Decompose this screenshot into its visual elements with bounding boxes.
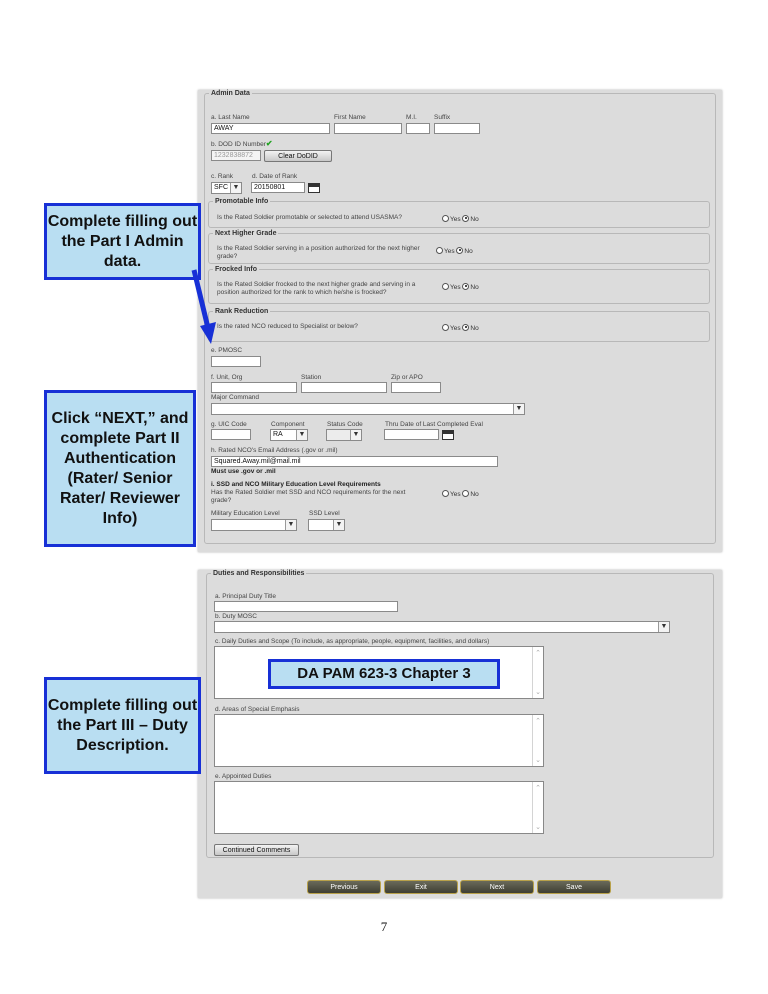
next-higher-yes-label: Yes: [444, 248, 455, 255]
status-code-label: Status Code: [327, 421, 363, 428]
frocked-legend: Frocked Info: [215, 266, 258, 273]
next-button[interactable]: Next: [460, 880, 534, 894]
callout-part2-text: Click “NEXT,” and complete Part II Authentication (Rater/ Senior Rater/ Reviewer Info): [51, 409, 189, 527]
ssd-yes-label: Yes: [450, 491, 461, 498]
rank-reduction-question: Is the rated NCO reduced to Specialist or below?: [217, 323, 358, 330]
admin-data-panel: [198, 90, 722, 552]
ssd-level-label: SSD Level: [309, 510, 340, 517]
promotable-no-radio[interactable]: [462, 215, 469, 222]
zip-input[interactable]: [391, 382, 441, 393]
calendar-icon[interactable]: [442, 430, 454, 440]
zip-label: Zip or APO: [391, 374, 423, 381]
pmosc-input[interactable]: [211, 356, 261, 367]
rank-reduction-yes-radio[interactable]: [442, 324, 449, 331]
da-pam-overlay-label: DA PAM 623-3 Chapter 3: [268, 659, 500, 689]
chevron-down-icon: ▼: [296, 430, 307, 440]
chevron-down-icon: ▼: [285, 520, 296, 530]
callout-part3-text: Complete filling out the Part III – Duty Description.: [47, 696, 198, 754]
scrollbar[interactable]: ⌃ ⌄: [532, 647, 543, 698]
component-value: RA: [273, 431, 283, 438]
clear-dodid-button[interactable]: Clear DoDID: [264, 150, 332, 162]
next-higher-no-radio[interactable]: [456, 247, 463, 254]
continued-comments-button[interactable]: Continued Comments: [214, 844, 299, 856]
major-command-select[interactable]: [211, 403, 525, 415]
duties-panel: [198, 570, 722, 898]
email-label: h. Rated NCO's Email Address (.gov or .mil): [211, 447, 338, 454]
date-of-rank-input[interactable]: 20150801: [251, 182, 305, 193]
email-input[interactable]: Squared.Away.mil@mail.mil: [211, 456, 498, 467]
frocked-yes-label: Yes: [450, 284, 461, 291]
mel-select[interactable]: [211, 519, 297, 531]
chevron-down-icon: ▼: [513, 404, 524, 414]
promotable-yes-label: Yes: [450, 216, 461, 223]
promotable-question: Is the Rated Soldier promotable or selected to attend USASMA?: [217, 214, 402, 221]
dodid-label: [211, 140, 273, 149]
email-note: Must use .gov or .mil: [211, 468, 276, 475]
unit-label: f. Unit, Org: [211, 374, 243, 381]
page-number: 7: [380, 919, 388, 934]
unit-input[interactable]: [211, 382, 297, 393]
save-button[interactable]: Save: [537, 880, 611, 894]
uic-label: g. UIC Code: [211, 421, 247, 428]
next-higher-legend: Next Higher Grade: [215, 230, 277, 237]
ssd-radios: [442, 490, 479, 499]
promotable-no-label: No: [470, 216, 479, 223]
next-higher-no-label: No: [464, 248, 473, 255]
station-input[interactable]: [301, 382, 387, 393]
status-code-select[interactable]: [326, 429, 362, 441]
chevron-down-icon: ▼: [333, 520, 344, 530]
promotable-radios: [442, 215, 479, 224]
principal-duty-input[interactable]: [214, 601, 398, 612]
scrollbar[interactable]: ⌃ ⌄: [532, 782, 543, 833]
rank-reduction-radios: [442, 324, 479, 333]
duty-mosc-select[interactable]: [214, 621, 670, 633]
frocked-radios: [442, 283, 479, 292]
thru-date-label: Thru Date of Last Completed Eval: [385, 421, 483, 428]
callout-part2: [44, 390, 196, 547]
last-name-input[interactable]: AWAY: [211, 123, 330, 134]
appointed-duties-label: e. Appointed Duties: [215, 773, 272, 780]
ssd-no-radio[interactable]: [462, 490, 469, 497]
promotable-yes-radio[interactable]: [442, 215, 449, 222]
rank-reduction-no-radio[interactable]: [462, 324, 469, 331]
last-name-label: a. Last Name: [211, 114, 250, 121]
uic-input[interactable]: [211, 429, 251, 440]
thru-date-input[interactable]: [384, 429, 439, 440]
rank-reduction-yes-label: Yes: [450, 325, 461, 332]
next-higher-yes-radio[interactable]: [436, 247, 443, 254]
special-emphasis-label: d. Areas of Special Emphasis: [215, 706, 300, 713]
duties-legend: Duties and Responsibilities: [213, 570, 305, 577]
next-higher-question: Is the Rated Soldier serving in a position authorized for the next higher grade?: [217, 245, 420, 260]
ssd-yes-radio[interactable]: [442, 490, 449, 497]
pmosc-label: e. PMOSC: [211, 347, 243, 354]
previous-button[interactable]: Previous: [307, 880, 381, 894]
scrollbar[interactable]: ⌃ ⌄: [532, 715, 543, 766]
rank-reduction-no-label: No: [470, 325, 479, 332]
callout-part1: [44, 203, 201, 280]
rank-label: c. Rank: [211, 173, 234, 180]
rank-reduction-legend: Rank Reduction: [215, 308, 269, 315]
rank-value: SFC: [214, 184, 228, 191]
frocked-no-radio[interactable]: [462, 283, 469, 290]
mel-label: Military Education Level: [211, 510, 280, 517]
date-of-rank-label: d. Date of Rank: [252, 173, 298, 180]
special-emphasis-textarea[interactable]: [214, 714, 544, 767]
chevron-down-icon: ▼: [230, 183, 241, 193]
next-higher-radios: [436, 247, 473, 256]
suffix-label: Suffix: [434, 114, 451, 121]
check-icon: ✔: [265, 139, 273, 148]
chevron-down-icon: ▼: [658, 622, 669, 632]
first-name-input[interactable]: [334, 123, 402, 134]
callout-part3: [44, 677, 201, 774]
promotable-legend: Promotable Info: [215, 198, 269, 205]
ssd-no-label: No: [470, 491, 479, 498]
admin-data-legend: Admin Data: [211, 90, 250, 97]
first-name-label: First Name: [334, 114, 366, 121]
frocked-no-label: No: [470, 284, 479, 291]
ssd-question: Has the Rated Soldier met SSD and NCO requirements for the next grade?: [211, 489, 406, 504]
callout-part1-text: Complete filling out the Part I Admin data.: [47, 212, 198, 270]
calendar-icon[interactable]: [308, 183, 320, 193]
suffix-input[interactable]: [434, 123, 480, 134]
major-command-label: Major Command: [211, 394, 260, 401]
component-select[interactable]: [270, 429, 308, 441]
principal-duty-label: a. Principal Duty Title: [215, 593, 277, 600]
duty-mosc-label: b. Duty MOSC: [215, 613, 257, 620]
station-label: Station: [301, 374, 322, 381]
mi-label: M.I.: [406, 114, 417, 121]
frocked-yes-radio[interactable]: [442, 283, 449, 290]
dodid-input[interactable]: 1232838872: [211, 150, 261, 161]
frocked-question: Is the Rated Soldier frocked to the next higher grade and serving in a position authorized for the rank to which he/she is frocked?: [217, 281, 416, 296]
daily-duties-label: c. Daily Duties and Scope (To include, as appropriate, people, equipment, facilities, and dollars): [215, 638, 490, 645]
mi-input[interactable]: [406, 123, 430, 134]
arrow-icon: [190, 268, 220, 348]
ssd-heading: i. SSD and NCO Military Education Level Requirements: [211, 481, 381, 488]
dodid-label-text: b. DOD ID Number: [211, 141, 266, 148]
appointed-duties-textarea[interactable]: [214, 781, 544, 834]
rank-select[interactable]: [211, 182, 242, 194]
chevron-down-icon: ▼: [350, 430, 361, 440]
component-label: Component: [271, 421, 305, 428]
ssd-level-select[interactable]: [308, 519, 345, 531]
exit-button[interactable]: Exit: [384, 880, 458, 894]
